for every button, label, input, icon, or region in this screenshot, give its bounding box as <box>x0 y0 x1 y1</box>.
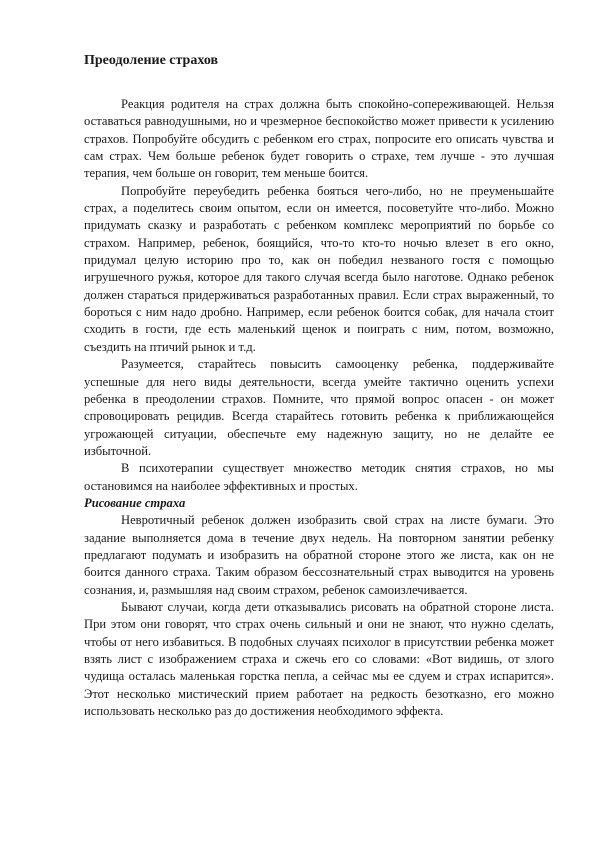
paragraph-persuade-child: Попробуйте переубедить ребенка бояться чего-либо, но не преуменьшайте страх, а поделитесь своим опытом, если он имеется, посоветуйте что-либо. Можно придумать сказку и разработать с ребенком комплекс мероприятий по борьбе со страхом. Например, ребенок, боящийся, что-то кто-то ночью влезет в его окно, придумал целую историю про то, как он победил незваного гостя с помощью игрушечного ружья, которое для такого случая всегда было наготове. Однако ребенок должен стараться придерживаться разработанных правил. Если страх выраженный, то бороться с ним надо дробно. Например, если ребенок боится собак, для начала стоит сходить в гости, где есть маленький щенок и поиграть с ним, потом, возможно, съездить на птичий рынок и т.д. <box>84 183 554 354</box>
paragraph-drawing-task: Невротичный ребенок должен изобразить свой страх на листе бумаги. Это задание выполняется дома в течение двух недель. На повторном занятии ребенку предлагают подумать и изобразить на обратной стороне этого же листа, как он не боится данного страха. Таким образом бессознательный страх выводится на уровень сознания, и, размышляя над своим страхом, ребенок самоизлечивается. <box>84 513 554 597</box>
paragraph-self-esteem: Разумеется, старайтесь повысить самооценку ребенка, поддерживайте успешные для него виды деятельности, всегда умейте тактично оценить успехи ребенка в преодолении страхов. Помните, что прямой вопрос опасен - он может спровоцировать рецидив. Всегда старайтесь готовить ребенка к приближающейся угрожающей ситуации, обеспечьте ему надежную защиту, но не делайте ее избыточной. <box>84 357 554 458</box>
document-title: Преодоление страхов <box>84 53 219 68</box>
section-subheading: Рисование страха <box>84 495 186 510</box>
paragraph-burning-drawing: Бывают случаи, когда дети отказывались рисовать на обратной стороне листа. При этом они говорят, что страх очень сильный и они не знают, что нужно сделать, чтобы от него избавиться. В подобных случаях психолог в присутствии ребенка может взять лист с изображением страха и сжечь его со словами: «Вот видишь, от злого чудища осталась маленькая горстка пепла, а сейчас мы ее сдуем и страх испарится». Этот несколько мистический прием работает на редкость безотказно, его можно использовать несколько раз до достижения необходимого эффекта. <box>84 599 554 719</box>
document-page <box>84 52 554 720</box>
paragraph-parent-reaction: Реакция родителя на страх должна быть спокойно-сопереживающей. Нельзя оставаться равнодушными, но и чрезмерное беспокойство может привести к усилению страхов. Попробуйте обсудить с ребенком его страх, попросите его описать чувства и сам страх. Чем больше ребенок будет говорить о страхе, тем лучше - это лучшая терапия, чем больше он говорит, тем меньше боится. <box>84 97 554 181</box>
paragraph-psychotherapy-methods: В психотерапии существует множество методик снятия страхов, но мы остановимся на наиболее эффективных и простых. <box>84 461 554 493</box>
